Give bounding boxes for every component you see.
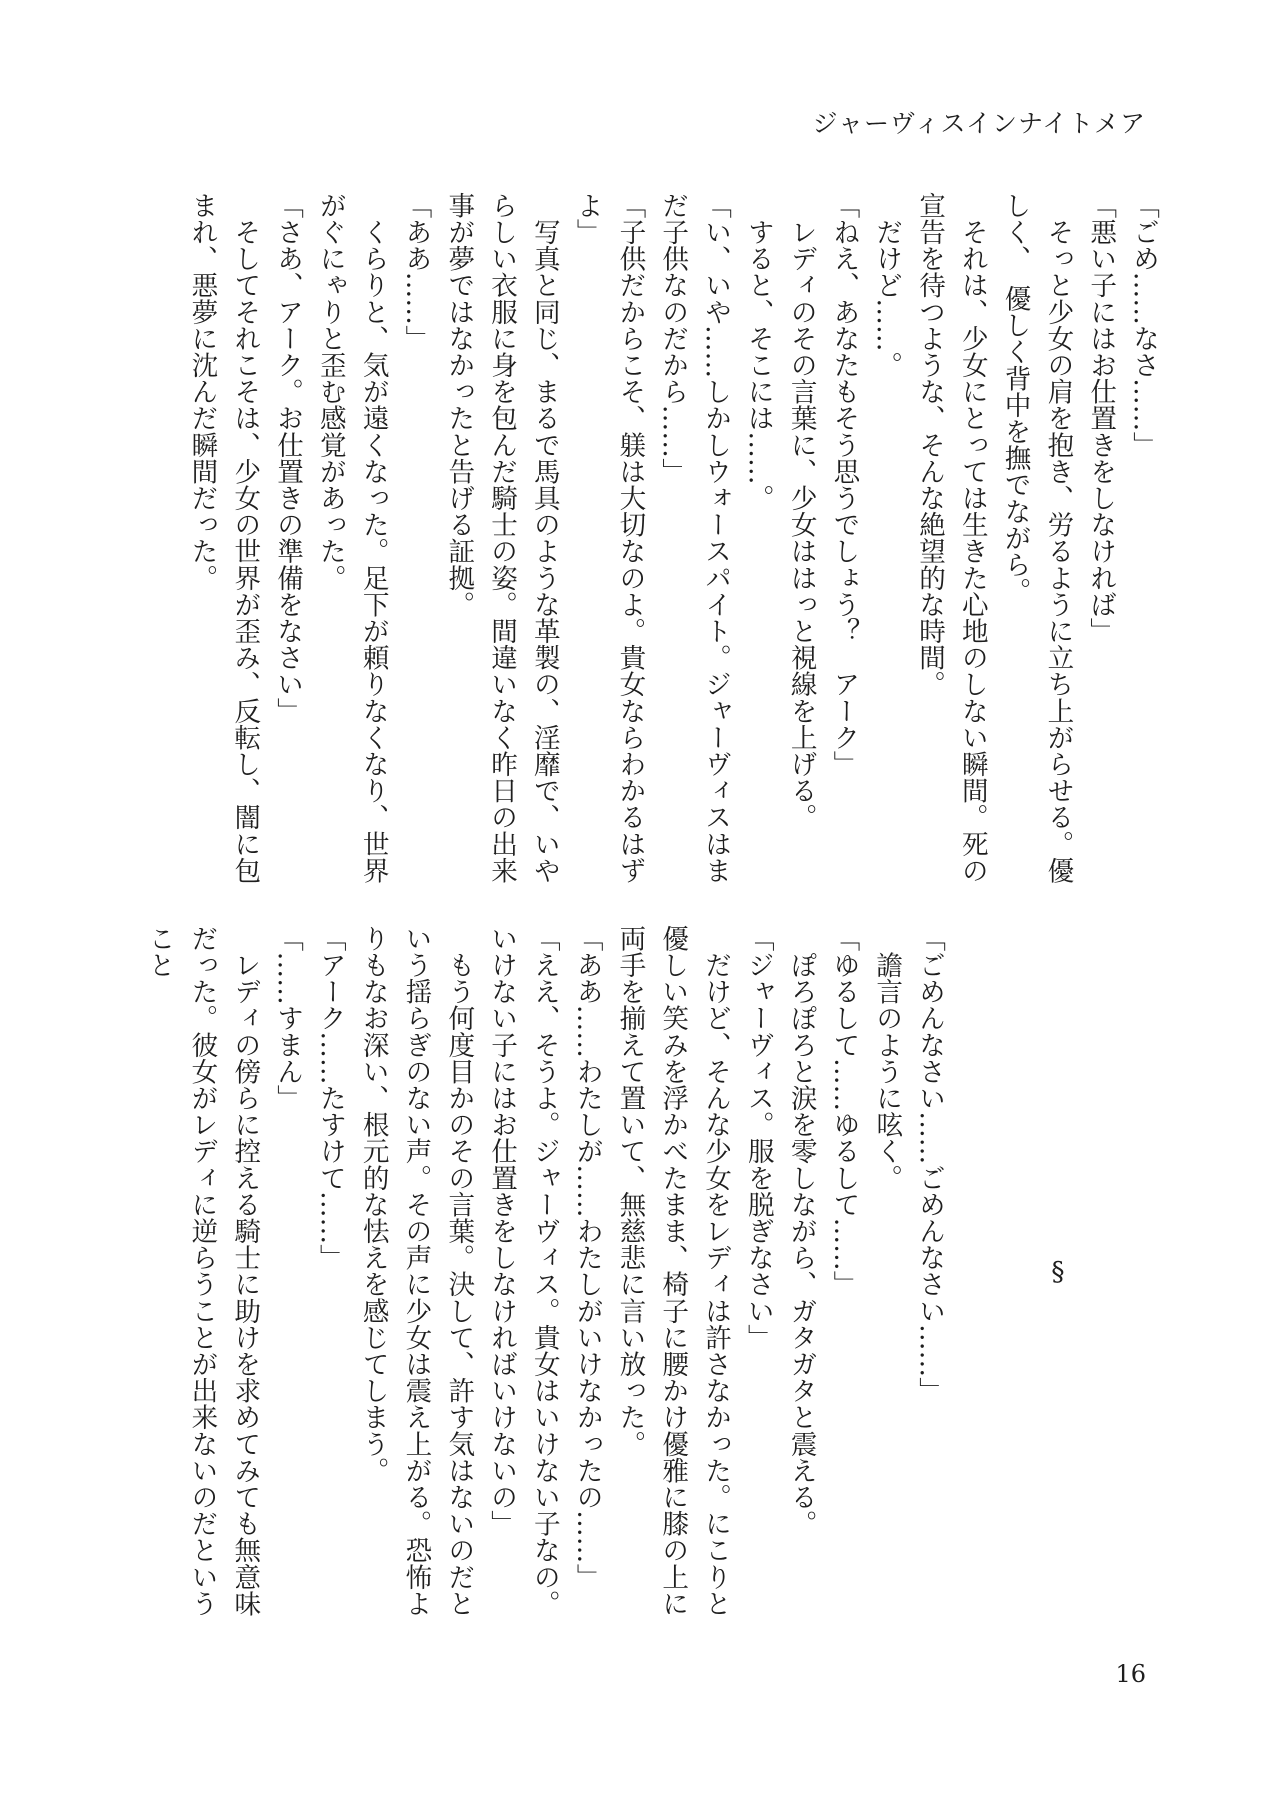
paragraph: 「悪い子にはお仕置きをしなければ」 [1085, 192, 1117, 645]
blank-line [950, 925, 993, 1617]
paragraph: レディのその言葉に、少女ははっと視線を上げる。 [785, 192, 817, 831]
paragraph: 「ああ……わたしが……わたしがいけなかったの……」 [571, 925, 603, 1590]
paragraph: 「子供だからこそ、躾は大切なのよ。貴女ならわかるはずよ」 [571, 192, 646, 884]
paragraph: 「さあ、アーク。お仕置きの準備をなさい」 [272, 192, 304, 724]
paragraph: だけど……。 [871, 192, 903, 379]
paragraph: もう何度目かのその言葉。決して、許す気はないのだという揺らぎのない声。その声に少女は震え上がる。恐怖よりもなお深い、根元的な怯えを感じてしまう。 [357, 925, 475, 1617]
paragraph: 「ああ……」 [400, 192, 432, 352]
running-title: ジャーヴィスインナイトメア [812, 109, 1146, 138]
paragraph: 「ジャーヴィス。服を脱ぎなさい」 [742, 925, 774, 1351]
blank-line [1078, 925, 1121, 1617]
section-break-mark: § [1042, 1255, 1074, 1287]
paragraph: ぽろぽろと涙を零しながら、ガタガタと震える。 [785, 925, 817, 1537]
blank-line [993, 925, 1036, 1617]
paragraph: そしてそれこそは、少女の世界が歪み、反転し、闇に包まれ、悪夢に沈んだ瞬間だった。 [186, 192, 261, 884]
paragraph: レディの傍らに控える騎士に助けを求めてみても無意味だった。彼女がレディに逆らうことが出来ないのだということ [143, 925, 261, 1617]
paragraph: 「ごめんなさい……ごめんなさい……」 [914, 925, 946, 1404]
paragraph: 譫言のように呟く。 [871, 925, 903, 1191]
paragraph: 「ゆるして……ゆるして……」 [828, 925, 860, 1298]
paragraph: くらりと、気が遠くなった。足下が頼りなくなり、世界がぐにゃりと歪む感覚があった。 [314, 192, 389, 884]
paragraph: だけど、そんな少女をレディは許さなかった。にこりと優しい笑みを浮かべたまま、椅子に腰かけ優雅に膝の上に両手を揃えて置いて、無慈悲に言い放った。 [614, 925, 732, 1617]
paragraph: 「ねえ、あなたもそう思うでしょう？ アーク」 [828, 192, 860, 778]
blank-line [1121, 925, 1164, 1617]
page-number: 16 [1115, 1660, 1146, 1688]
paragraph: 「ごめ……なさ……」 [1128, 192, 1159, 458]
lower-text-block [137, 925, 1164, 1617]
paragraph: 「ええ、そうよ。ジャーヴィス。貴女はいけない子なの。いけない子にはお仕置きをしなければいけないの」 [486, 925, 560, 1617]
paragraph: 「……すまん」 [272, 925, 304, 1112]
paragraph: すると、そこには……。 [742, 192, 774, 512]
paragraph: それは、少女にとっては生きた心地のしない瞬間。死の宣告を待つような、そんな絶望的な時間。 [914, 192, 988, 884]
paragraph: 写真と同じ、まるで馬具のような革製の、淫靡で、いやらしい衣服に身を包んだ騎士の姿。間違いなく昨日の出来事が夢ではなかったと告げる証拠。 [443, 192, 560, 884]
paragraph: 「アーク……たすけて……」 [314, 925, 346, 1271]
upper-text-block [180, 192, 1164, 884]
paragraph: そっと少女の肩を抱き、労るように立ち上がらせる。優しく、 優しく背中を撫でながら。 [999, 192, 1074, 884]
paragraph: 「い、いや……しかしウォースパイト。ジャーヴィスはまだ子供なのだから……」 [657, 192, 732, 884]
